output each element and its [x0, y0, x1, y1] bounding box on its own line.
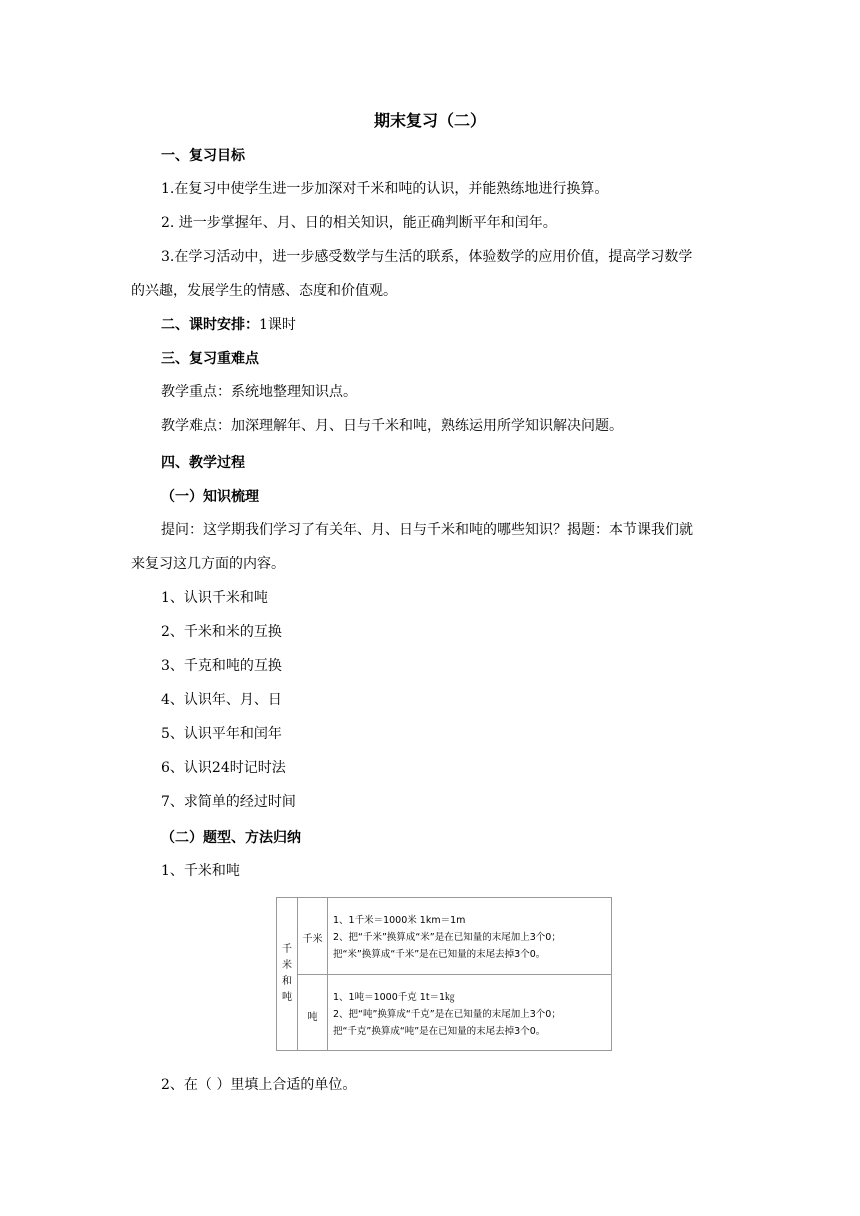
- table-row-ton: [333, 989, 609, 1040]
- section2-line: [161, 315, 771, 335]
- list-item: 5、认识平年和闰年: [161, 726, 282, 742]
- list-item: 7、求简单的经过时间: [161, 794, 296, 810]
- list-item: 1、认识千米和吨: [161, 590, 268, 606]
- method-item-1: 1、千米和吨: [161, 863, 240, 879]
- page-title: 期末复习（二）: [373, 111, 486, 130]
- intro-line-2: 来复习这几方面的内容。: [131, 556, 285, 572]
- table-cell-line: 1、1吨＝1000千克 1t＝1㎏: [333, 992, 455, 1003]
- list-item: 2、千米和米的互换: [161, 624, 282, 640]
- section4-heading: 四、教学过程: [161, 455, 245, 471]
- goal-item-1: 1.在复习中使学生进一步加深对千米和吨的认识，并能熟练地进行换算。: [161, 181, 609, 197]
- method-item-2: 2、在（ ）里填上合适的单位。: [161, 1077, 357, 1093]
- table-cell-line: 2、把“千米”换算成“米”是在已知量的末尾加上3个0；: [333, 932, 561, 943]
- table-row-km: [333, 912, 609, 963]
- goal-item-3: 3.在学习活动中，进一步感受数学与生活的联系，体验数学的应用价值，提高学习数学: [161, 249, 693, 265]
- table-cell-line: 把“千克”换算成“吨”是在已知量的末尾去掉3个0。: [333, 1026, 546, 1037]
- section2-value: 1课时: [259, 317, 296, 333]
- goal-item-2: 2. 进一步掌握年、月、日的相关知识，能正确判断平年和闰年。: [161, 215, 557, 231]
- table-group-label: 千 米 和 吨: [282, 944, 292, 1003]
- table-cell-line: 2、把“吨”换算成“千克”是在已知量的末尾加上3个0；: [333, 1009, 561, 1020]
- table-cell-line: 把“米”换算成“千米”是在已知量的末尾去掉3个0。: [333, 949, 546, 960]
- table-cell-line: 1、1千米＝1000米 1km＝1m: [333, 915, 466, 926]
- intro-line-1: 提问：这学期我们学习了有关年、月、日与千米和吨的哪些知识？揭题：本节课我们就: [161, 522, 693, 538]
- list-item: 4、认识年、月、日: [161, 692, 282, 708]
- table-unit-ton: 吨: [307, 1012, 318, 1023]
- teaching-difficulty: 教学难点：加深理解年、月、日与千米和吨，熟练运用所学知识解决问题。: [161, 418, 623, 434]
- teaching-focus: 教学重点：系统地整理知识点。: [161, 384, 357, 400]
- subsection1-heading: （一）知识梳理: [161, 489, 259, 505]
- table-row-divider: [298, 974, 611, 975]
- section1-heading: 一、复习目标: [161, 148, 245, 164]
- table-unit-km: 千米: [302, 934, 323, 945]
- goal-item-3-cont: 的兴趣，发展学生的情感、态度和价值观。: [131, 283, 397, 299]
- section3-heading: 三、复习重难点: [161, 351, 259, 367]
- section2-heading: 二、课时安排：: [161, 317, 259, 333]
- conversion-table: [276, 897, 612, 1051]
- list-item: 3、千克和吨的互换: [161, 658, 282, 674]
- table-group-cell: [277, 898, 298, 1050]
- subsection2-heading: （二）题型、方法归纳: [161, 830, 301, 846]
- list-item: 6、认识24时记时法: [161, 760, 286, 776]
